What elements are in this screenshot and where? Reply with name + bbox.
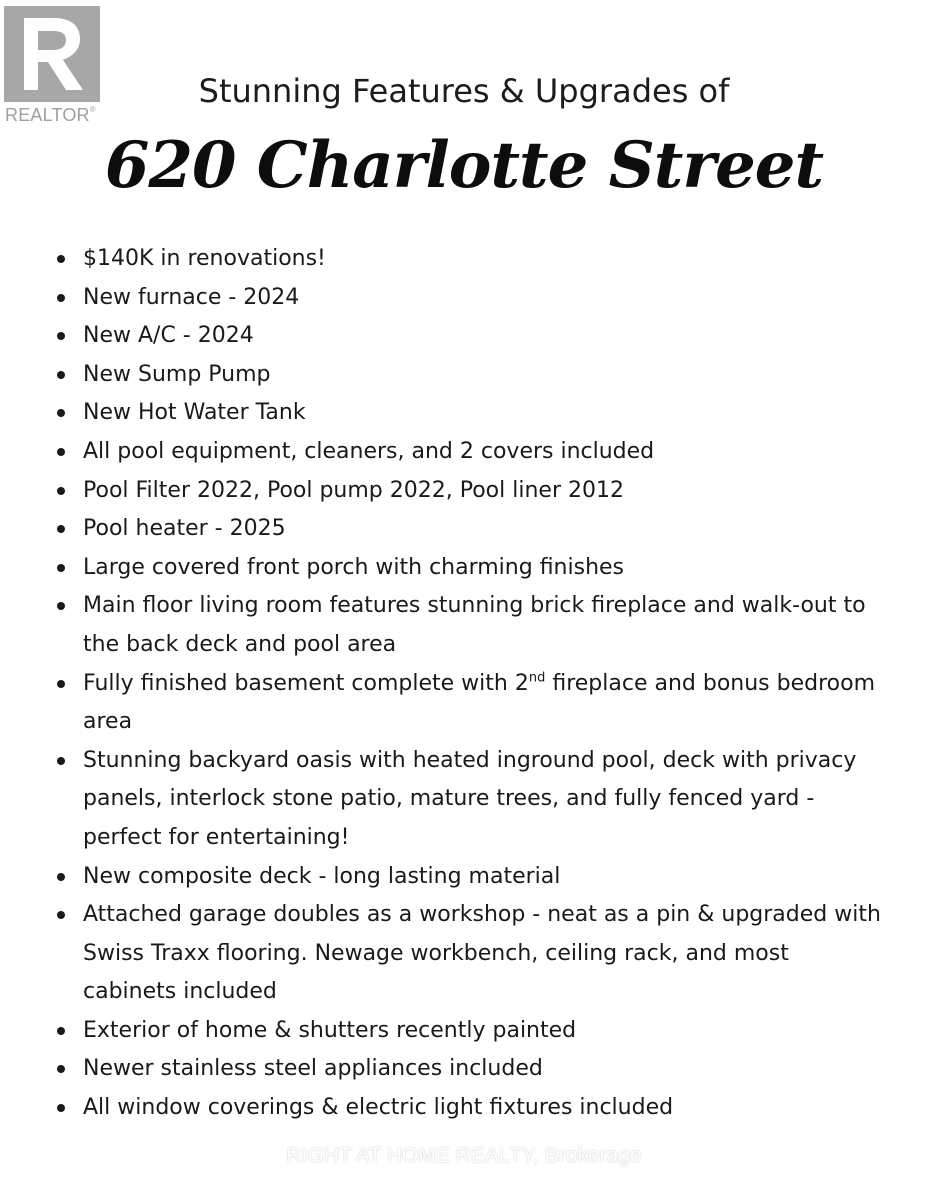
list-item xyxy=(56,1012,886,1051)
feature-text: Exterior of home & shutters recently painted xyxy=(83,1017,577,1043)
list-item xyxy=(56,858,886,897)
list-item xyxy=(56,433,886,472)
list-item xyxy=(56,665,886,742)
feature-text: Stunning backyard oasis with heated inground pool, deck with privacy panels, interlock stone patio, mature trees, and fully fenced yard - perfect for entertaining! xyxy=(83,747,857,850)
list-item xyxy=(56,394,886,433)
feature-text-part: fireplace and bonus bedroom area xyxy=(83,670,875,735)
feature-text: New A/C - 2024 xyxy=(83,323,254,349)
bullet-icon xyxy=(57,255,65,263)
feature-text: Large covered front porch with charming finishes xyxy=(83,554,625,580)
list-item xyxy=(56,896,886,1012)
feature-text: New Hot Water Tank xyxy=(83,400,306,426)
realtor-wordmark: REALTOR® xyxy=(5,105,96,125)
list-item xyxy=(56,742,886,858)
bullet-icon xyxy=(57,332,65,340)
feature-text: New composite deck - long lasting material xyxy=(83,863,561,889)
brokerage-watermark: RIGHT AT HOME REALTY, Brokerage xyxy=(286,1144,642,1167)
feature-text: Pool heater - 2025 xyxy=(83,516,286,542)
list-item xyxy=(56,472,886,511)
feature-text: Pool Filter 2022, Pool pump 2022, Pool liner 2012 xyxy=(83,477,624,503)
feature-list xyxy=(56,240,886,1128)
list-item xyxy=(56,1050,886,1089)
bullet-icon xyxy=(57,448,65,456)
list-item xyxy=(56,279,886,318)
feature-text: Newer stainless steel appliances included xyxy=(83,1056,543,1082)
list-item xyxy=(56,1089,886,1128)
list-item xyxy=(56,510,886,549)
bullet-icon xyxy=(57,1065,65,1073)
bullet-icon xyxy=(57,525,65,533)
list-item xyxy=(56,317,886,356)
bullet-icon xyxy=(57,294,65,302)
page-heading: Stunning Features & Upgrades of xyxy=(198,72,730,110)
bullet-icon xyxy=(57,487,65,495)
bullet-icon xyxy=(57,602,65,610)
list-item xyxy=(56,240,886,279)
bullet-icon xyxy=(57,911,65,919)
ordinal-suffix: nd xyxy=(528,670,546,686)
feature-text: Attached garage doubles as a workshop - neat as a pin & upgraded with Swiss Traxx flooring. Newage workbench, ceiling rack, and most cabinets included xyxy=(83,902,881,1005)
feature-text: All window coverings & electric light fixtures included xyxy=(83,1095,674,1121)
list-item xyxy=(56,356,886,395)
feature-text: New furnace - 2024 xyxy=(83,284,300,310)
bullet-icon xyxy=(57,873,65,881)
bullet-icon xyxy=(57,1027,65,1035)
bullet-icon xyxy=(57,371,65,379)
feature-text: All pool equipment, cleaners, and 2 covers included xyxy=(83,438,655,464)
feature-text-part: Fully finished basement complete with 2 xyxy=(83,670,529,696)
bullet-icon xyxy=(57,409,65,417)
property-address: 620 Charlotte Street xyxy=(104,128,824,203)
bullet-icon xyxy=(57,680,65,688)
bullet-icon xyxy=(57,757,65,765)
feature-text: New Sump Pump xyxy=(83,361,271,387)
bullet-icon xyxy=(57,564,65,572)
list-item xyxy=(56,549,886,588)
feature-text: Main floor living room features stunning brick fireplace and walk-out to the back deck and pool area xyxy=(83,593,866,657)
list-item xyxy=(56,587,886,664)
bullet-icon xyxy=(57,1104,65,1112)
feature-text: $140K in renovations! xyxy=(83,246,326,271)
